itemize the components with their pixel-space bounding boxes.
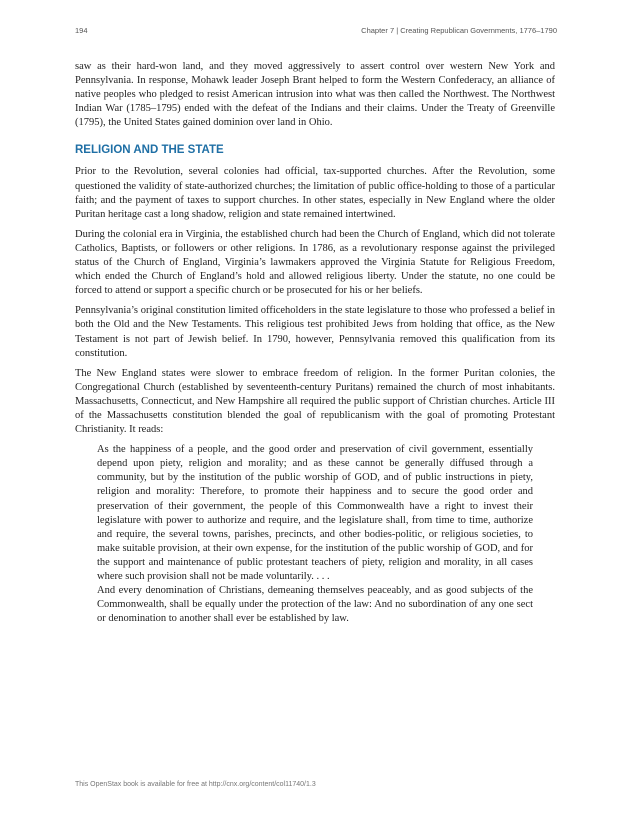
paragraph-church-taxes: Prior to the Revolution, several colonies had official, tax-supported churches. After the Revolution, some questioned the validity of state-authorized churches; the limitation of public office-holding to those of a particular faith; and the payment of taxes to support churches. In other states, especially in New England where the older Puritan heritage cast a long shadow, religion and state remained intertwined. (75, 166, 555, 220)
block-quote (97, 443, 533, 626)
section-heading: RELIGION AND THE STATE (75, 144, 224, 157)
intro-paragraph: saw as their hard-won land, and they moved aggressively to assert control over western New York and Pennsylvania. In response, Mohawk leader Joseph Brant helped to form the Western Confederacy, an alliance of native peoples who pledged to resist American intrusion into what was then called the Northwest. The Northwest Indian War (1785–1795) ended with the defeat of the Indians and their claims. Under the Treaty of Greenville (1795), the United States gained dominion over land in Ohio. (75, 61, 555, 129)
quote-paragraph-2: And every denomination of Christians, demeaning themselves peaceably, and as good subjects of the Commonwealth, shall be equally under the protection of the law: And no subordination of any one sect or denomination to another shall ever be established by law. (97, 585, 533, 625)
page-content (75, 60, 555, 626)
quote-paragraph-1: As the happiness of a people, and the good order and preservation of civil government, essentially depend upon piety, religion and morality; and as these cannot be generally diffused through a community, but by the institution of the public worship of GOD, and of public instructions in piety, religion and morality: Therefore, to promote their happiness and to secure the good order and preservation of their government, the people of this Commonwealth have a right to invest their legislature with power to authorize and require, and the legislature shall, from time to time, authorize and require, the several towns, parishes, precincts, and other bodies-politic, or religious societies, to make suitable provision, at their own expense, for the institution of the public worship of GOD, and for the support and maintenance of public protestant teachers of piety, religion and morality, in all cases where such provision shall not be made voluntarily. . . . (97, 444, 533, 582)
paragraph-new-england: The New England states were slower to embrace freedom of religion. In the former Puritan colonies, the Congregational Church (established by seventeenth-century Puritans) remained the church of most inhabitants. Massachusetts, Connecticut, and New Hampshire all required the public support of Christian churches. Article III of the Massachusetts constitution blended the goal of republicanism with the goal of promoting Protestant Christianity. It reads: (75, 367, 555, 436)
paragraph-virginia: During the colonial era in Virginia, the established church had been the Church of England, which did not tolerate Catholics, Baptists, or followers or other religions. In 1786, as a revolutionary response against the privileged status of the Church of England, Virginia’s lawmakers approved the Virginia Statute for Religious Freedom, which ended the Church of England’s hold and allowed religious liberty. Under the statute, no one could be forced to attend or support a specific church or be prosecuted for his or her beliefs. (75, 228, 555, 297)
footer-note: This OpenStax book is available for free at http://cnx.org/content/col11740/1.3 (75, 781, 316, 788)
running-head: Chapter 7 | Creating Republican Governments, 1776–1790 (361, 26, 557, 35)
page-number: 194 (75, 26, 88, 35)
paragraph-pennsylvania: Pennsylvania’s original constitution limited officeholders in the state legislature to those who professed a belief in both the Old and the New Testaments. This religious test prohibited Jews from holding that office, as the New Testament is not part of Jewish belief. In 1790, however, Pennsylvania removed this qualification from its constitution. (75, 305, 555, 359)
